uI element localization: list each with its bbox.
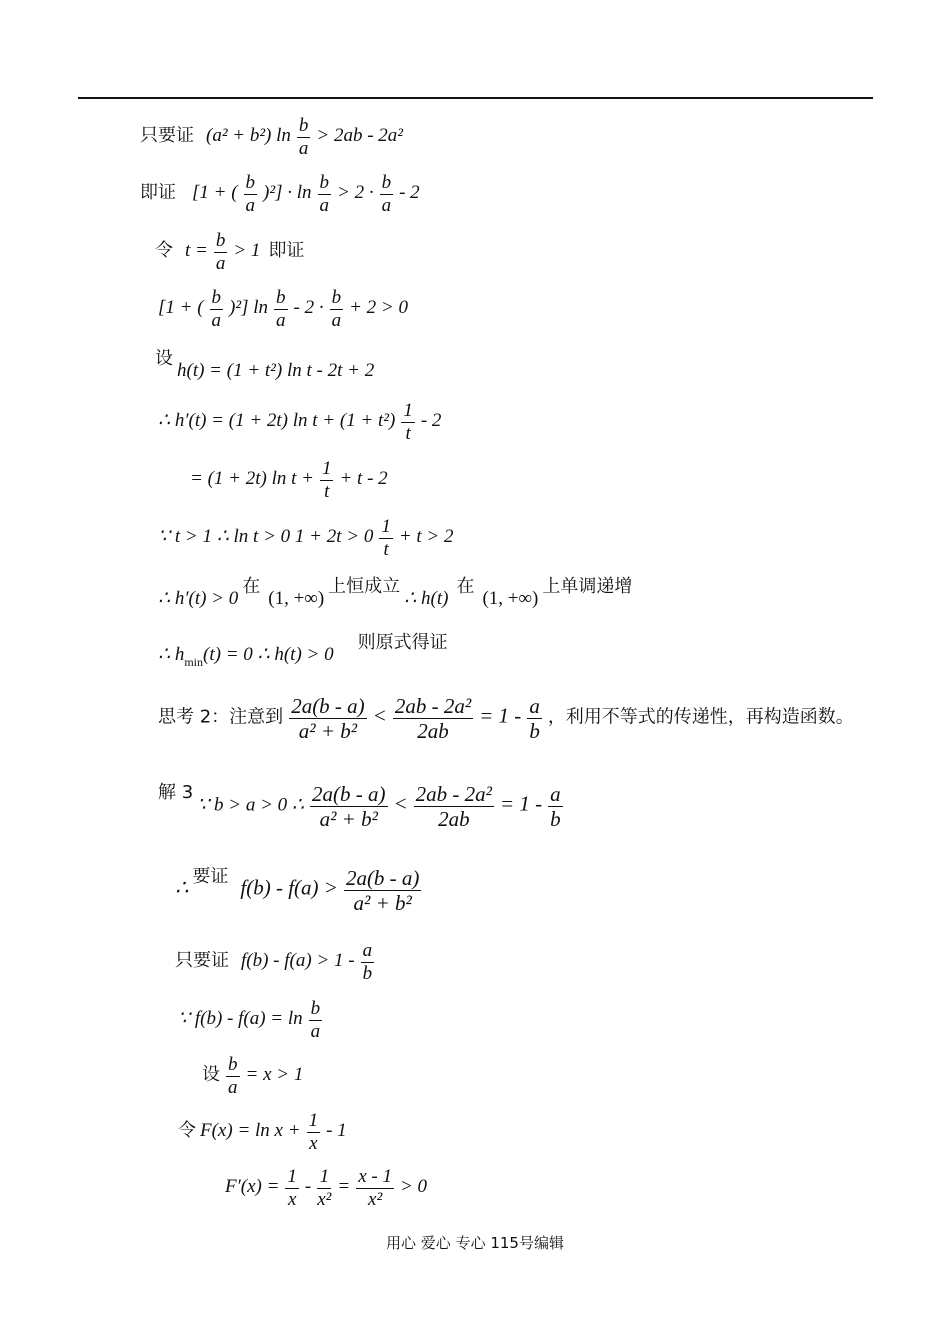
fraction: $\frac{1}{x}$ xyxy=(287,1166,297,1210)
label: 只要证 xyxy=(140,125,194,147)
fraction: $\frac{b}{a}$ xyxy=(319,172,329,216)
label: 即证 xyxy=(268,240,305,262)
fraction: $\frac{x - 1}{\text{x²}}$ xyxy=(358,1166,392,1210)
header-rule xyxy=(78,97,873,99)
line-because-t: ∵ t > 1 ∴ ln t > 0 1 + 2t > 0 $\frac{1}{t}$ + t > 2 xyxy=(158,516,454,560)
line-thought-2: 思考 2：注意到 $\frac{2a(b - a)}{\text{a² + b²}}$ < $\frac{\text{2ab - 2a²}}{2ab}$ = 1 - $\frac{a}{b}$ ，利用不等式的传递性，再构造函数。 xyxy=(158,694,854,744)
fraction: $\frac{1}{t}$ xyxy=(381,516,391,560)
fraction: $\frac{b}{a}$ xyxy=(331,287,342,331)
fraction: $\frac{b}{a}$ xyxy=(228,1054,238,1098)
expr: (a² + b²) ln xyxy=(206,125,291,147)
fraction: $\frac{b}{a}$ xyxy=(211,287,222,331)
line-to-prove: ∴ 要证 f(b) - f(a) > $\frac{2a(b - a)}{\text{a² + b²}}$ xyxy=(175,866,420,916)
fraction: $\frac{\text{2ab - 2a²}}{2ab}$ xyxy=(415,782,492,832)
line-let-x: 设 $\frac{b}{a}$ = x > 1 xyxy=(202,1054,304,1098)
fraction: $\frac{b}{a}$ xyxy=(310,998,321,1042)
page-footer: 用心 爱心 专心 115号编辑 xyxy=(386,1234,564,1252)
line-h-min: ∴ $h_{min}(t) = 0$ ∴ h(t) > 0 则原式得证 xyxy=(158,632,448,669)
label: 令 xyxy=(155,240,173,262)
line-ie-prove: 即证 [1 + ( $\frac{b}{a}$ )²] · ln $\frac{b}{a}$ > 2 · $\frac{b}{a}$ - 2 xyxy=(140,172,420,216)
line-because-f: ∵ f(b) - f(a) = ln $\frac{b}{a}$ xyxy=(178,998,321,1042)
line-solution-3: 解 3 ∵ b > a > 0 ∴ $\frac{2a(b - a)}{\text{a² + b²}}$ < $\frac{\text{2ab - 2a²}}{2ab}$ = 1 - $\frac{a}{b}$ xyxy=(158,782,561,832)
fraction: $\frac{a}{b}$ xyxy=(550,782,561,832)
fraction: $\frac{a}{b}$ xyxy=(529,694,540,744)
fraction: $\frac{2a(b - a)}{\text{a² + b²}}$ xyxy=(312,782,386,832)
line-h-derivative: ∴ h′(t) = (1 + 2t) ln t + (1 + t²) $\frac{1}{t}$ - 2 xyxy=(158,400,442,444)
line-define-h xyxy=(155,344,375,381)
fraction: $\frac{a}{b}$ xyxy=(362,940,373,984)
expr: h(t) = (1 + t²) ln t - 2t + 2 xyxy=(177,360,375,381)
fraction: $\frac{1}{\text{x²}}$ xyxy=(317,1166,332,1210)
fraction: $\frac{1}{t}$ xyxy=(321,458,332,502)
line-only-need-prove-2: 只要证 f(b) - f(a) > 1 - $\frac{a}{b}$ xyxy=(175,940,373,984)
fraction: $\frac{1}{t}$ xyxy=(403,400,413,444)
line-monotonic: ∴ h′(t) > 0 在 (1, +∞) 上恒成立 ∴ h(t) 在 (1, +∞) 上单调递增 xyxy=(158,576,633,609)
fraction: $\frac{\text{2ab - 2a²}}{2ab}$ xyxy=(394,694,472,744)
line-h-derivative-simplified: = (1 + 2t) ln t + $\frac{1}{t}$ + t - 2 xyxy=(190,458,388,502)
fraction: $\frac{b}{a}$ xyxy=(381,172,392,216)
fraction: $\frac{b}{a}$ xyxy=(215,230,226,274)
fraction: $\frac{b}{a}$ xyxy=(276,287,286,331)
fraction: $\frac{2a(b - a)}{\text{a² + b²}}$ xyxy=(345,866,420,916)
fraction: $\frac{b}{a}$ xyxy=(298,115,309,159)
line-F-derivative: F′(x) = $\frac{1}{x}$ - $\frac{1}{\text{x²}}$ = $\frac{x - 1}{\text{x²}}$ > 0 xyxy=(225,1166,428,1210)
fraction: $\frac{2a(b - a)}{\text{a² + b²}}$ xyxy=(291,694,365,744)
line-only-need-prove xyxy=(140,115,403,160)
expr: > 2ab - 2a² xyxy=(316,125,404,147)
line-let-t: 令 t = $\frac{b}{a}$ > 1 即证 xyxy=(155,230,305,274)
line-inequality-t: [1 + ( $\frac{b}{a}$ )²] ln $\frac{b}{a}$ - 2 · $\frac{b}{a}$ + 2 > 0 xyxy=(158,287,408,331)
label: 设 xyxy=(155,348,173,369)
line-define-F: 令 F(x) = ln x + $\frac{1}{x}$ - 1 xyxy=(178,1110,347,1154)
label: 即证 xyxy=(140,182,176,204)
fraction: $\frac{b}{a}$ xyxy=(245,172,256,216)
fraction: $\frac{1}{x}$ xyxy=(308,1110,319,1154)
